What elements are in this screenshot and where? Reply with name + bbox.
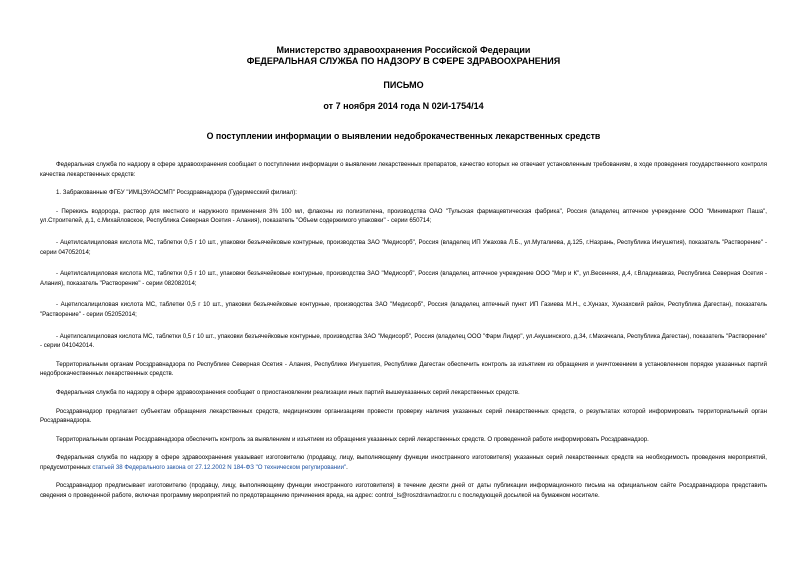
document-header	[0, 45, 807, 67]
paragraph-control: Территориальным органам Росздравнадзора обеспечить контроль за выявлением и изъятием из обращения указанных серий лекарственных средств. О проведенной работе информировать Росздравнадзор.	[56, 435, 649, 443]
paragraph-proposal: Росздравнадзор предлагает субъектам обращения лекарственных средств, медицинским организациям провести проверку наличия указанных серий лекарственных средств, о результатах которой информировать территориальный орган Росздравнадзора.	[40, 407, 767, 425]
paragraph-territorial: Территориальным органам Росздравнадзора по Республике Северная Осетия - Алания, Республике Ингушетия, Республике Дагестан обеспечить контроль за изъятием из обращения и уничтожением в установленном порядке указанных партий недоброкачественных лекарственных средств.	[40, 360, 767, 378]
document-body	[40, 160, 767, 501]
paragraph-manufacturer-text: Федеральная служба по надзору в сфере здравоохранения указывает изготовителю (продавцу, лицу, выполняющему функции иностранного изготовителя) указанных серий лекарственных средств на необходимость проведения мероприятий, предусмотренных	[40, 454, 767, 471]
paragraph-rejected-heading: 1. Забракованные ФГБУ "ИМЦЭУАОСМП" Росздравнадзора (Гудермесский филиал):	[56, 189, 297, 197]
paragraph-manufacturer-end: .	[346, 463, 348, 471]
paragraph-intro: Федеральная служба по надзору в сфере здравоохранения сообщает о поступлении информации о выявлении лекарственных препаратов, качество которых не отвечает установленным требованиям, в ходе проведения государственного контроля качества лекарственных средств:	[40, 161, 767, 178]
paragraph-manufacturer	[40, 453, 767, 472]
paragraph-suspension: Федеральная служба по надзору в сфере здравоохранения сообщает о приостановлении реализации иных партий вышеуказанных серий лекарственных средств.	[56, 388, 520, 396]
list-item: - Ацетилсалициловая кислота МС, таблетки 0,5 г 10 шт., упаковки безъячейковые контурные, производства ЗАО "Медисорб", Россия (владелец ИП Ужахова Л.Б., ул.Муталиева, д.125, г.Назрань, Республика Ингушетия), показатель "Растворение" - серии 047052014;	[40, 238, 767, 256]
doc-number: от 7 ноября 2014 года N 02И-1754/14	[323, 101, 484, 111]
list-item: - Ацетилсалициловая кислота МС, таблетки 0,5 г 10 шт., упаковки безъячейковые контурные, производства ЗАО "Медисорб", Россия (владелец ООО "Фарм Лидер", ул.Акушинского, д.34, г.Махачкала, Республика Дагестан), показатель "Растворение" - серии 041042014.	[40, 332, 767, 350]
list-item: - Ацетилсалициловая кислота МС, таблетки 0,5 г 10 шт., упаковки безъячейковые контурные, производства ЗАО "Медисорб", Россия (владелец аптечный пункт ИП Газиева М.Н., с.Хунзах, Хунзахский район, Республика Дагестан), показатель "Растворение" - серии 052052014;	[40, 301, 767, 318]
doc-type: ПИСЬМО	[383, 80, 424, 90]
doc-subject: О поступлении информации о выявлении недоброкачественных лекарственных средств	[206, 131, 601, 141]
list-item: - Ацетилсалициловая кислота МС, таблетки 0,5 г 10 шт., упаковки безъячейковые контурные, производства ЗАО "Медисорб", Россия (владелец аптечное учреждение ООО "Мир и К", ул.Весенняя, д.4, г.Владикавказ, Республика Северная Осетия - Алания), показатель "Растворение" - серии 082082014;	[40, 270, 767, 287]
law-link[interactable]: статьей 38 Федерального закона от 27.12.2002 N 184-ФЗ "О техническом регулировании"	[92, 463, 347, 471]
paragraph-prescription: Росздравнадзор предписывает изготовителю (продавцу, лицу, выполняющему функции иностранного изготовителя) в течение десяти дней от даты публикации информационного письма на официальном сайте Росздравнадзора представить сведения о проведенной работе, включая программу мероприятий по предотвращению причинения вреда, на адрес: control_ls@roszdravnadzor.ru с последующей досылкой на бумажном носителе.	[40, 482, 767, 500]
ministry-name: Министерство здравоохранения Российской Федерации	[276, 45, 531, 55]
service-name: ФЕДЕРАЛЬНАЯ СЛУЖБА ПО НАДЗОРУ В СФЕРЕ ЗДРАВООХРАНЕНИЯ	[246, 56, 561, 66]
list-item: - Перекись водорода, раствор для местного и наружного применения 3% 100 мл, флаконы из полиэтилена, производства ОАО "Тульская фармацевтическая фабрика", Россия (владелец аптечное учреждение ООО "Минимаркет Паша", ул.Строителей, д.1, с.Михайловское, Республика Северная Осетия - Алания), показатель "Объем содержимого упаковки" - серии 650714;	[40, 207, 767, 225]
